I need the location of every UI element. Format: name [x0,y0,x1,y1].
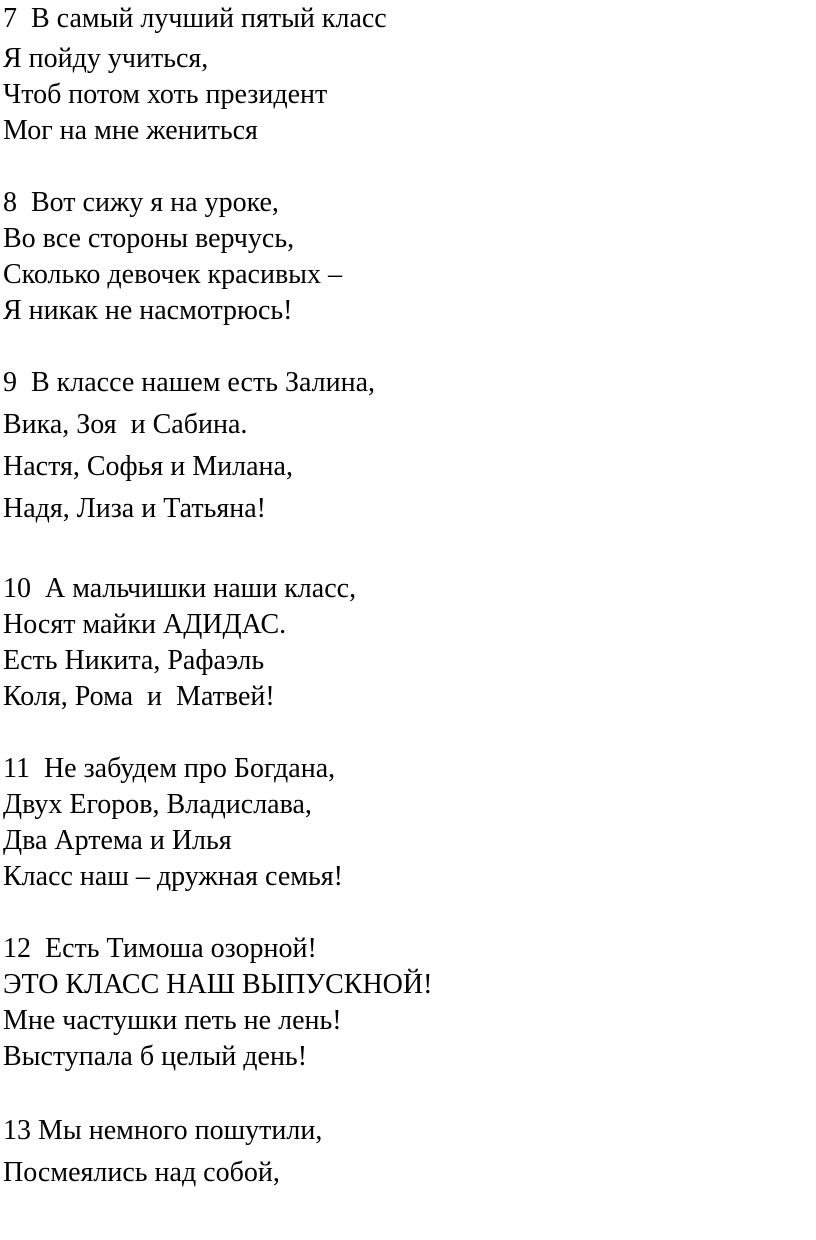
stanza-10-line-4: Коля, Рома и Матвей! [3,681,275,712]
stanza-9-line-2: Вика, Зоя и Сабина. [3,409,248,440]
stanza-12-line-1: 12 Есть Тимоша озорной! [3,933,317,964]
stanza-11-line-4: Класс наш – дружная семья! [3,861,343,892]
stanza-8-line-1: 8 Вот сижу я на уроке, [3,187,279,218]
stanza-10-line-2: Носят майки АДИДАС. [3,609,287,640]
stanza-11-line-2: Двух Егоров, Владислава, [3,789,312,820]
stanza-13-line-1: 13 Мы немного пошутили, [3,1115,323,1146]
stanza-12-line-2: ЭТО КЛАСС НАШ ВЫПУСКНОЙ! [3,969,433,1000]
stanza-9-line-3: Настя, Софья и Милана, [3,451,293,482]
stanza-8-line-3: Сколько девочек красивых – [3,259,342,290]
stanza-7-line-1: 7 В самый лучший пятый класс [3,3,387,34]
stanza-9-line-1: 9 В классе нашем есть Залина, [3,367,376,398]
stanza-7-line-3: Чтоб потом хоть президент [3,79,328,110]
stanza-13-line-2: Посмеялись над собой, [3,1157,280,1188]
stanza-10-line-1: 10 А мальчишки наши класс, [3,573,357,604]
stanza-11-line-1: 11 Не забудем про Богдана, [3,753,336,784]
stanza-12-line-3: Мне частушки петь не лень! [3,1005,342,1036]
stanza-11-line-3: Два Артема и Илья [3,825,232,856]
stanza-8-line-4: Я никак не насмотрюсь! [3,295,293,326]
stanza-7-line-2: Я пойду учиться, [3,43,209,74]
stanza-10-line-3: Есть Никита, Рафаэль [3,645,265,676]
stanza-7-line-4: Мог на мне жениться [3,115,258,146]
stanza-9-line-4: Надя, Лиза и Татьяна! [3,493,266,524]
stanza-12-line-4: Выступала б целый день! [3,1041,308,1072]
stanza-8-line-2: Во все стороны верчусь, [3,223,295,254]
